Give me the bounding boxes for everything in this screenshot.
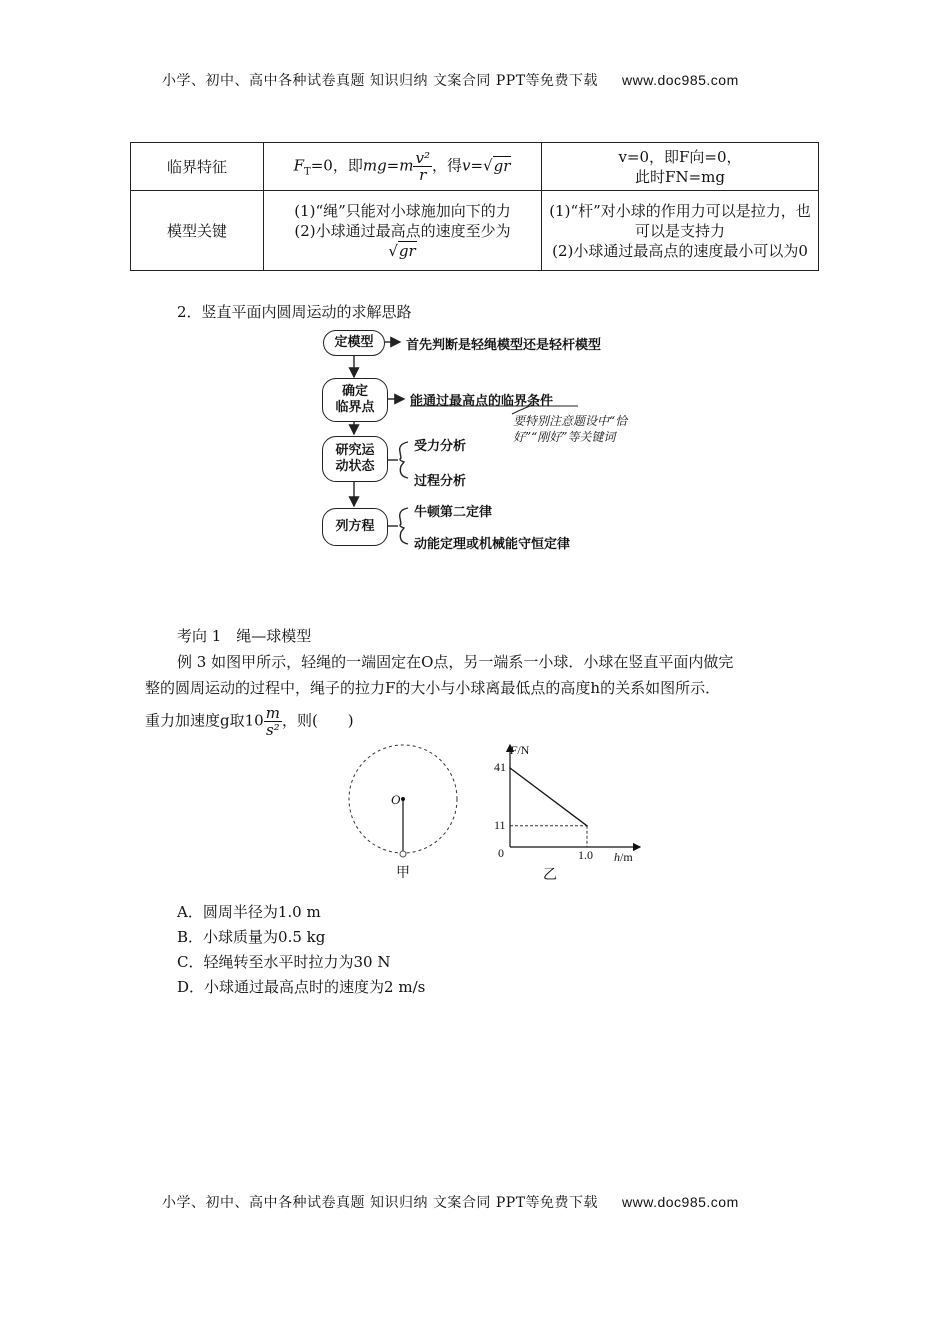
flow-branch-energy: 动能定理或机械能守恒定律 [414,537,571,552]
figure-a-caption: 甲 [396,865,410,881]
rope-key-cell: (1)“绳”只能对小球施加向下的力 (2)小球通过最高点的速度至少为 √gr [264,191,542,271]
row-label: 临界特征 [131,143,264,191]
section-title: 2．竖直平面内圆周运动的求解思路 [177,303,412,321]
flow-branch-newton: 牛顿第二定律 [414,505,493,520]
page-footer [162,1192,739,1212]
rod-critical-cell: v=0，即F向=0， 此时FN=mg [542,143,819,191]
rod-key-cell: (1)“杆”对小球的作用力可以是拉力，也可以是支持力 (2)小球通过最高点的速度最小可以为0 [542,191,819,271]
flow-step-motion-state: 研究运 动状态 [322,436,388,482]
origin-label: 0 [498,846,504,860]
option-a[interactable]: A．圆周半径为1.0 m [177,903,321,921]
x-tick-1: 1.0 [578,848,593,862]
y-axis-label: F/N [510,743,530,757]
option-d[interactable]: D．小球通过最高点时的速度为2 m/s [177,978,426,996]
flow-branch-process: 过程分析 [414,474,467,489]
y-tick-11: 11 [494,818,506,832]
flow-step-define-model: 定模型 [323,330,385,356]
flow-step2-text: 能通过最高点的临界条件 [410,394,554,409]
problem-line-1: 例 3 如图甲所示，轻绳的一端固定在O点，另一端系一小球．小球在竖直平面内做完 [177,653,734,671]
footer-url[interactable]: www.doc985.com [622,1194,739,1210]
data-point-1 [586,825,588,827]
y-tick-41: 41 [494,760,506,774]
figure-b-caption: 乙 [543,867,557,883]
header-url[interactable]: www.doc985.com [622,72,739,88]
flow-step-equations: 列方程 [322,508,388,546]
problem-line-3: 重力加速度g取10 $\frac{m}{\text{s²}}$ ，则( ) [145,704,354,739]
flow-step1-text: 首先判断是轻绳模型还是轻杆模型 [406,338,602,353]
rope-critical-cell: $F_T=0$，即mg=m $\frac{\text{v²}}{r}$ ，得v=√gr [264,143,542,191]
x-axis-label: h/m [614,850,633,864]
flow-branch-force: 受力分析 [414,439,467,454]
footer-text: 小学、初中、高中各种试卷真题 知识归纳 文案合同 PPT等免费下载 [162,1195,599,1211]
problem-line-2: 整的圆周运动的过程中，绳子的拉力F的大小与小球离最低点的高度h的关系如图所示． [145,679,721,697]
option-b[interactable]: B．小球质量为0.5 kg [177,928,326,946]
data-point-0 [509,767,511,769]
topic-heading: 考向 1 绳—球模型 [177,627,312,645]
data-line [510,768,587,826]
option-c[interactable]: C．轻绳转至水平时拉力为30 N [177,953,391,971]
header-text: 小学、初中、高中各种试卷真题 知识归纳 文案合同 PPT等免费下载 [162,73,599,89]
row-label: 模型关键 [131,191,264,271]
center-label: O [391,792,401,807]
flow-step-critical-point: 确定 临界点 [322,378,388,422]
flow-step2-note: 要特别注意题设中“恰 好”“刚好”等关键词 [513,414,628,444]
